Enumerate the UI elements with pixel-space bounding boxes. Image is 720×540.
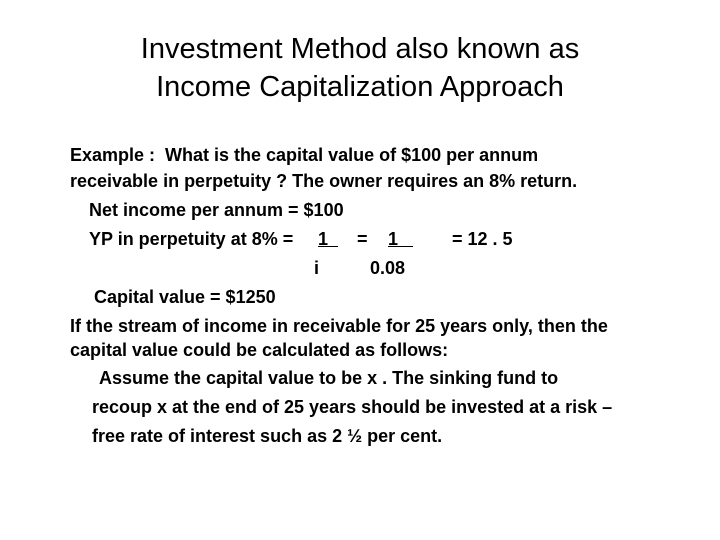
yp-numerator-2: 1	[388, 229, 414, 249]
example-line-2: receivable in perpetuity ? The owner requires an 8% return.	[70, 171, 578, 191]
yp-prefix: YP in perpetuity at 8% =	[89, 229, 299, 249]
stream-line-1: If the stream of income in receivable for 25 years only, then the	[70, 316, 608, 336]
capital-value-line: Capital value = $1250	[94, 287, 276, 307]
assume-line-2: recoup x at the end of 25 years should be invested at a risk –	[92, 397, 613, 417]
yp-equals: =	[352, 229, 373, 249]
yp-denominator-2: 0.08	[370, 258, 406, 278]
yp-result: = 12 . 5	[452, 229, 513, 249]
yp-denominator-1: i	[314, 258, 320, 278]
assume-line-3: free rate of interest such as 2 ½ per cent.	[92, 426, 443, 446]
slide-title-line-1: Investment Method also known as	[140, 33, 580, 65]
slide-title-line-2: Income Capitalization Approach	[156, 71, 564, 103]
stream-line-2: capital value could be calculated as follows:	[70, 340, 449, 360]
net-income-line: Net income per annum = $100	[89, 200, 344, 220]
yp-numerator-1: 1	[318, 229, 339, 249]
assume-line-1: Assume the capital value to be x . The sinking fund to	[99, 368, 559, 388]
example-line-1: Example : What is the capital value of $100 per annum	[70, 145, 539, 165]
slide-title	[0, 30, 720, 106]
